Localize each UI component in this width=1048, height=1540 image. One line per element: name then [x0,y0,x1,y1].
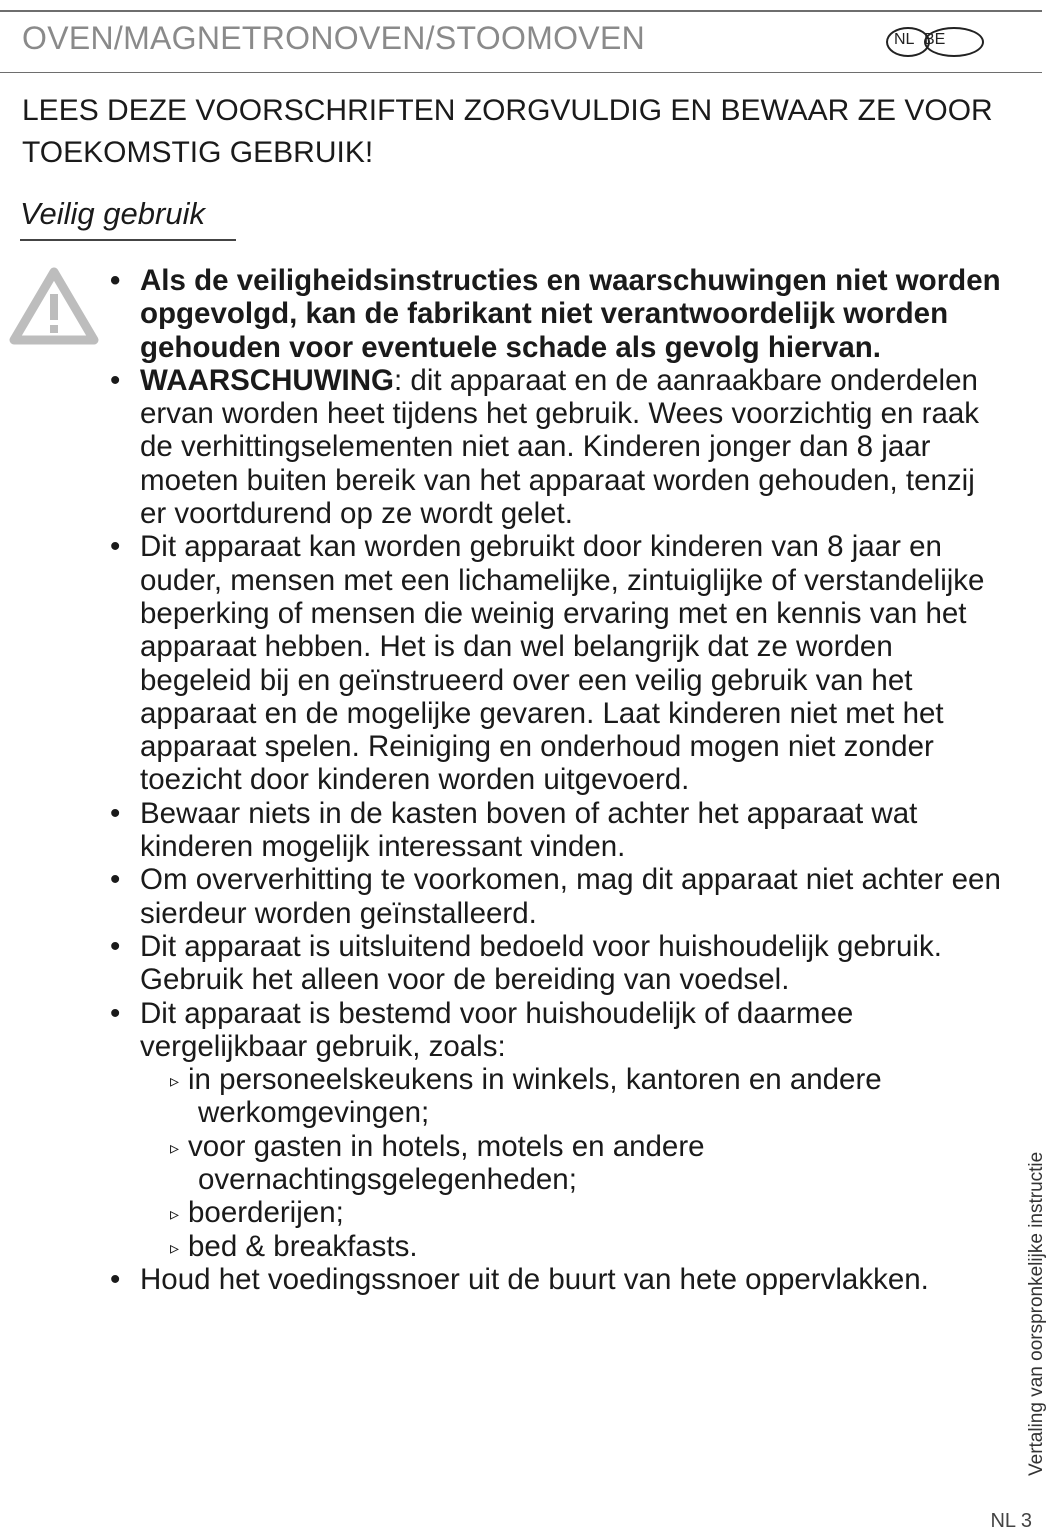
lang-nl-label: NL [894,31,915,48]
bullet-icon: • [110,996,121,1030]
sub-list-item [140,1230,1006,1263]
header-title: OVEN/MAGNETRONOVEN/STOOMOVEN [22,20,645,56]
sub-list-item [140,1130,1006,1197]
bullet-icon: • [110,796,121,830]
bullet-icon: • [110,264,121,297]
list-item [106,264,1006,364]
side-vertical-text: Vertaling van oorspronkelijke instructie [1026,1151,1047,1476]
page-number: NL 3 [990,1510,1032,1532]
list-item [106,364,1006,530]
header-rule [0,72,1042,73]
triangle-bullet-icon: ▹ [170,1137,180,1158]
list-item-text: Om oververhitting te voorkomen, mag dit apparaat niet achter een sierdeur worden geïnstalleerd. [140,863,1001,930]
warning-triangle-icon [8,262,100,346]
list-item [106,863,1006,930]
bullet-icon: • [110,1262,121,1296]
section-title: Veilig gebruik [20,196,205,231]
list-item [106,530,1006,796]
list-item-text: : dit apparaat en de aanraakbare onderdelen ervan worden heet tijdens het gebruik. Wees voorzichtig en raak de verhittingselementen niet aan. Kinderen jonger dan 8 jaar moeten buiten bereik van het apparaat worden gehouden, tenzij er voortdurend op ze wordt gelet. [140,363,980,531]
sub-list-item-text: boerderijen; [188,1196,344,1230]
triangle-bullet-icon: ▹ [170,1071,180,1092]
bullet-icon: • [110,530,121,564]
triangle-bullet-icon: ▹ [170,1204,180,1225]
bullet-icon: • [110,363,121,397]
main-heading: LEES DEZE VOORSCHRIFTEN ZORGVULDIG EN BEWAAR ZE VOOR TOEKOMSTIG GEBRUIK! [22,94,993,169]
lang-be-label: BE [924,31,946,48]
list-item-text: Dit apparaat is uitsluitend bedoeld voor huishoudelijk gebruik. Gebruik het alleen voor de bereiding van voedsel. [140,929,942,997]
triangle-bullet-icon: ▹ [170,1237,180,1258]
warning-label: WAARSCHUWING [140,363,395,397]
list-item-text: Dit apparaat kan worden gebruikt door kinderen van 8 jaar en ouder, mensen met een lichamelijke, zintuiglijke of verstandelijke beperking of mensen die weinig ervaring met en kennis van het apparaat hebben. Het is dan wel belangrijk dat ze worden begeleid bij en geïnstrueerd over een veilig gebruik van het apparaat en de mogelijke gevaren. Laat kinderen niet met het apparaat spelen. Reiniging en onderhoud mogen niet zonder toezicht door kinderen worden uitgevoerd. [140,530,985,797]
sub-list-item-text: bed & breakfasts. [188,1229,418,1263]
sub-list-item-text: in personeelskeukens in winkels, kantoren en andere werkomgevingen; [188,1063,882,1130]
list-item [106,1263,1006,1296]
safety-instructions [106,264,1006,1296]
sub-list-item [140,1196,1006,1229]
section-underline [20,239,236,241]
sub-list-item-text: voor gasten in hotels, motels en andere overnachtingsgelegenheden; [188,1129,705,1197]
list-item [106,997,1006,1064]
top-rule [0,10,1042,12]
language-badge [884,27,986,61]
list-item [106,797,1006,864]
list-item [106,930,1006,997]
bullet-icon: • [110,929,121,963]
sub-list-item [140,1063,1006,1130]
bullet-icon: • [110,863,121,897]
list-item-text: Houd het voedingssnoer uit de buurt van hete oppervlakken. [140,1262,929,1296]
list-item-text: Bewaar niets in de kasten boven of achter het apparaat wat kinderen mogelijk interessant vinden. [140,796,918,864]
list-item-text: Dit apparaat is bestemd voor huishoudelijk of daarmee vergelijkbaar gebruik, zoals: [140,996,854,1063]
list-item-text: Als de veiligheidsinstructies en waarschuwingen niet worden opgevolgd, kan de fabrikant niet verantwoordelijk worden gehouden voor eventuele schade als gevolg hiervan. [140,264,1001,364]
